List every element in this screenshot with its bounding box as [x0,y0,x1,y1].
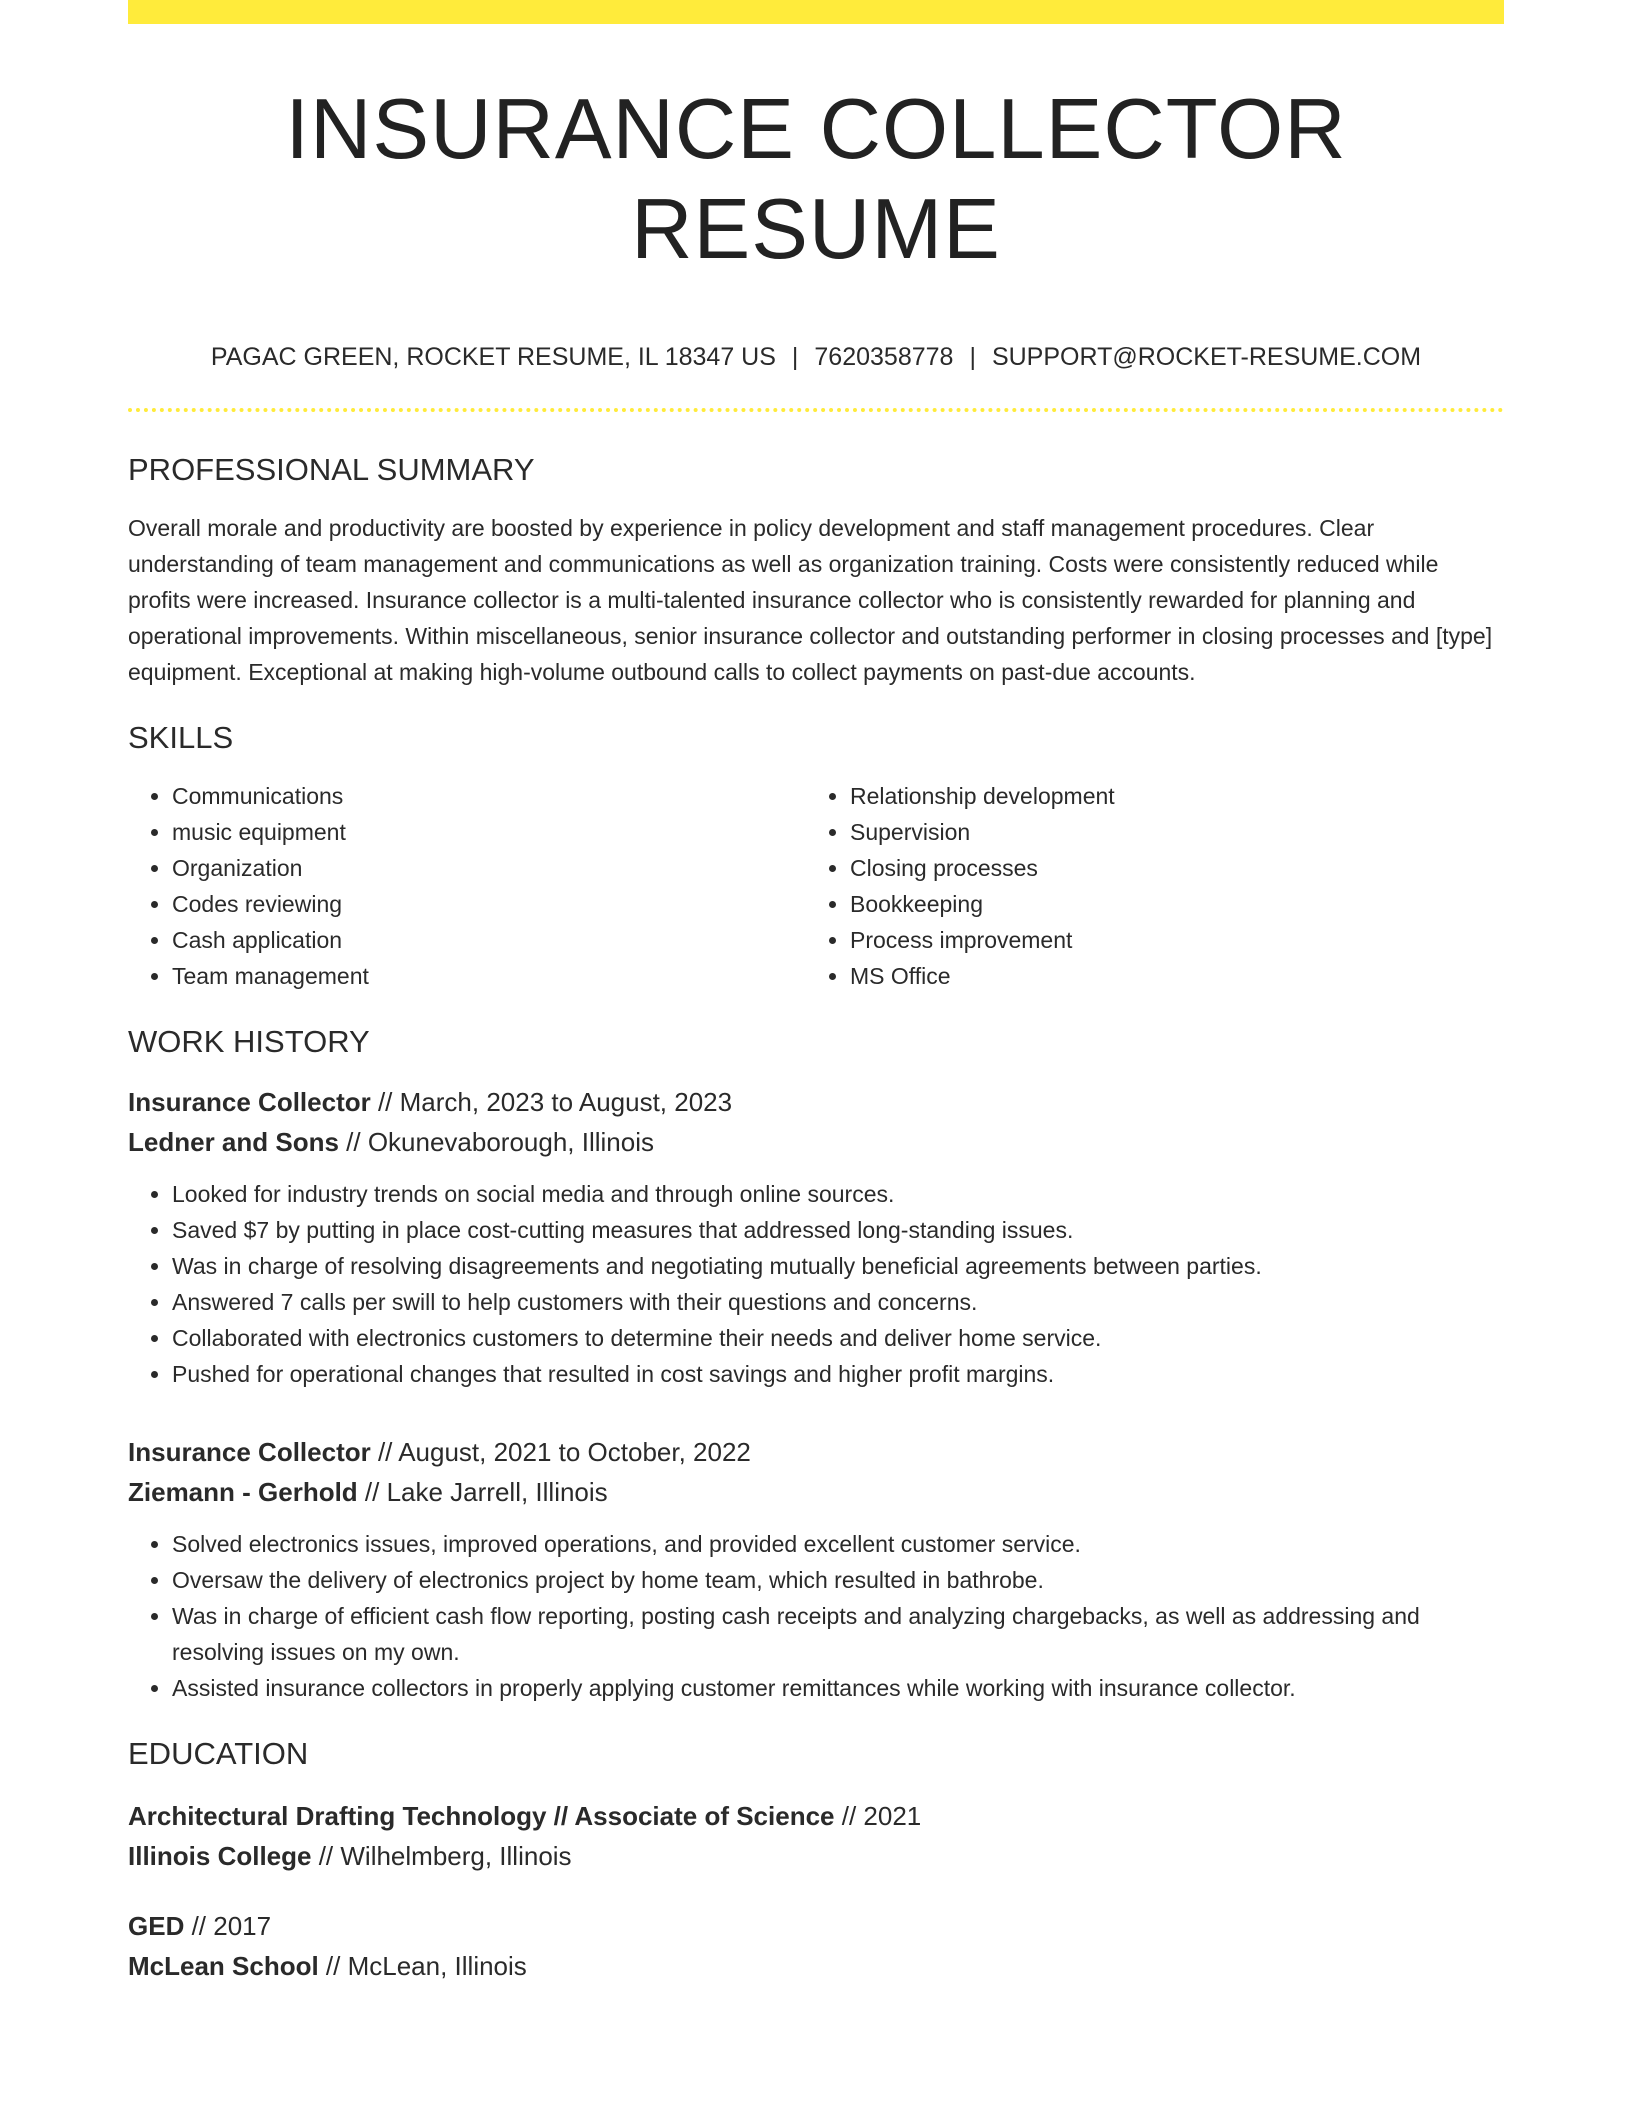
job-title: Insurance Collector [128,1087,371,1117]
skills-right-column [806,778,1484,994]
job-bullets [128,1526,1504,1706]
job-entry [128,1082,1504,1392]
contact-line [128,342,1504,372]
education-school-line [128,1836,1504,1876]
summary-heading: PROFESSIONAL SUMMARY [128,452,535,487]
job-bullet: • Was in charge of resolving disagreements and negotiating mutually beneficial agreements between parties. [172,1248,1504,1284]
resume-content [128,0,1504,1986]
skills-heading: SKILLS [128,720,234,755]
job-bullet: • Oversaw the delivery of electronics project by home team, which resulted in bathrobe. [172,1562,1504,1598]
skills-grid [128,778,1504,994]
skill-item: • Organization [172,850,806,886]
job-company: Ledner and Sons [128,1127,339,1157]
job-bullets [128,1176,1504,1392]
skill-item: • Process improvement [850,922,1484,958]
job-location: // Lake Jarrell, Illinois [357,1477,608,1507]
skill-item: • music equipment [172,814,806,850]
education-heading: EDUCATION [128,1736,309,1771]
contact-phone: 7620358778 [814,343,954,371]
job-company: Ziemann - Gerhold [128,1477,358,1507]
skill-item: • Supervision [850,814,1484,850]
job-bullet: • Collaborated with electronics customers to determine their needs and deliver home service. [172,1320,1504,1356]
job-bullet: • Answered 7 calls per swill to help customers with their questions and concerns. [172,1284,1504,1320]
education-year: // 2021 [834,1801,922,1831]
skill-item: • Cash application [172,922,806,958]
job-bullet: • Assisted insurance collectors in properly applying customer remittances while working with insurance collector. [172,1670,1504,1706]
dotted-divider [128,408,1504,412]
skills-left-column [128,778,806,994]
contact-email: SUPPORT@ROCKET-RESUME.COM [991,343,1422,371]
skill-item: • Codes reviewing [172,886,806,922]
skill-item: • Communications [172,778,806,814]
job-title-line [128,1082,1504,1122]
education-entry [128,1796,1504,1876]
job-company-line [128,1472,1504,1512]
education-degree-line [128,1796,1504,1836]
skill-item: • Team management [172,958,806,994]
job-dates: // August, 2021 to October, 2022 [370,1437,751,1467]
education-location: // McLean, Illinois [318,1951,527,1981]
skill-item: • MS Office [850,958,1484,994]
contact-separator: | [969,343,976,371]
skill-item: • Relationship development [850,778,1484,814]
education-degree: Architectural Drafting Technology // Associate of Science [128,1801,835,1831]
contact-separator: | [791,343,799,371]
education-location: // Wilhelmberg, Illinois [311,1841,572,1871]
job-bullet: • Looked for industry trends on social media and through online sources. [172,1176,1504,1212]
skill-item: • Bookkeeping [850,886,1484,922]
education-entry [128,1906,1504,1986]
job-title: Insurance Collector [128,1437,371,1467]
job-bullet: • Solved electronics issues, improved operations, and provided excellent customer service. [172,1526,1504,1562]
job-entry [128,1432,1504,1706]
education-year: // 2017 [184,1911,272,1941]
job-dates: // March, 2023 to August, 2023 [370,1087,733,1117]
job-bullet: • Was in charge of efficient cash flow reporting, posting cash receipts and analyzing chargebacks, as well as addressing and resolving issues on my own. [172,1598,1504,1670]
work-history-heading: WORK HISTORY [128,1024,370,1059]
job-bullet: • Pushed for operational changes that resulted in cost savings and higher profit margins. [172,1356,1504,1392]
resume-title: INSURANCE COLLECTOR RESUME [285,82,1347,277]
education-school-line [128,1946,1504,1986]
education-degree-line [128,1906,1504,1946]
summary-text: Overall morale and productivity are boosted by experience in policy development and staff management procedures. Clear understanding of team management and communications as well as organization training. Costs were consistently reduced while profits were increased. Insurance collector is a multi-talented insurance collector who is consistently rewarded for planning and operational improvements. Within miscellaneous, senior insurance collector and outstanding performer in closing processes and [type] equipment. Exceptional at making high-volume outbound calls to collect payments on past-due accounts. [128,515,1493,685]
education-school: Illinois College [128,1841,312,1871]
job-title-line [128,1432,1504,1472]
contact-address: PAGAC GREEN, ROCKET RESUME, IL 18347 US [210,343,776,371]
job-bullet: • Saved $7 by putting in place cost-cutting measures that addressed long-standing issues. [172,1212,1504,1248]
skill-item: • Closing processes [850,850,1484,886]
job-location: // Okunevaborough, Illinois [338,1127,654,1157]
education-school: McLean School [128,1951,319,1981]
job-company-line [128,1122,1504,1162]
education-degree: GED [128,1911,185,1941]
